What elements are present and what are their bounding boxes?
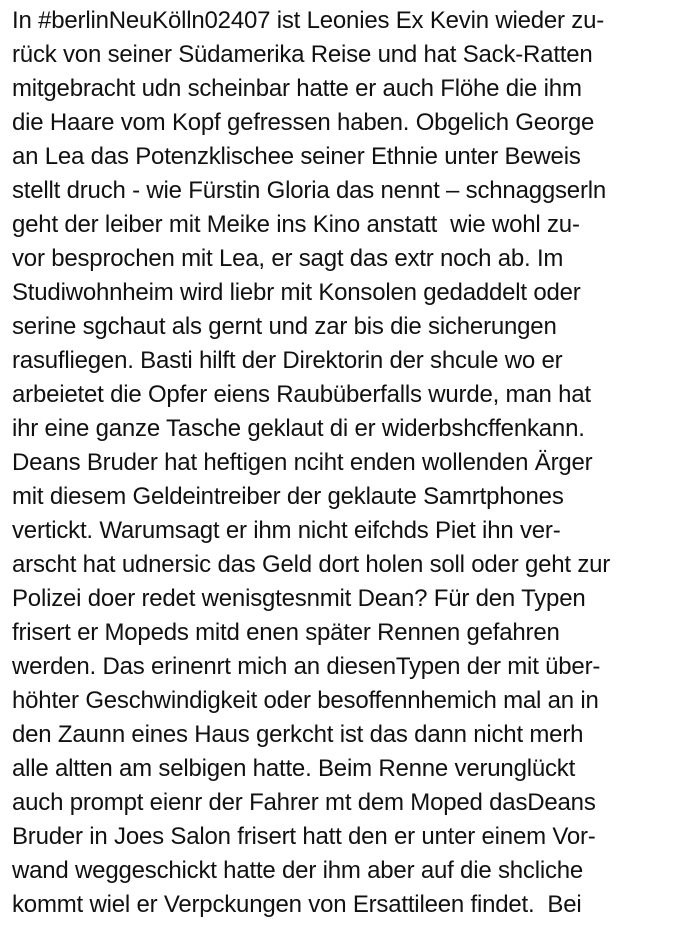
text-line-16: vertickt. Warumsagt er ihm nicht eifchds Piet ihn ver- bbox=[12, 517, 561, 544]
text-line-11: rasufliegen. Basti hilft der Direktorin der shcule wo er bbox=[12, 347, 563, 374]
text-line-4: die Haare vom Kopf gefressen haben. Obgelich George bbox=[12, 109, 595, 136]
text-line-6: stellt druch - wie Fürstin Gloria das nennt – schnaggserln bbox=[12, 177, 607, 204]
text-line-8: vor besprochen mit Lea, er sagt das extr noch ab. Im bbox=[12, 245, 564, 272]
text-line-9: Studiwohnheim wird liebr mit Konsolen gedaddelt oder bbox=[12, 279, 581, 306]
text-line-19: frisert er Mopeds mitd enen später Rennen gefahren bbox=[12, 619, 560, 646]
text-line-3: mitgebracht udn scheinbar hatte er auch Flöhe die ihm bbox=[12, 75, 582, 102]
text-line-24: auch prompt eienr der Fahrer mt dem Moped dasDeans bbox=[12, 789, 596, 816]
text-line-1: In #berlinNeuKölln02407 ist Leonies Ex Kevin wieder zu- bbox=[12, 7, 605, 34]
text-line-5: an Lea das Potenzklischee seiner Ethnie unter Beweis bbox=[12, 143, 581, 170]
text-line-21: höhter Geschwindigkeit oder besoffennhemich mal an in bbox=[12, 687, 599, 714]
text-line-17: arscht hat udnersic das Geld dort holen soll oder geht zur bbox=[12, 551, 611, 578]
text-line-10: serine sgchaut als gernt und zar bis die sicherungen bbox=[12, 313, 557, 340]
text-line-22: den Zaunn eines Haus gerkcht ist das dann nicht merh bbox=[12, 721, 584, 748]
text-line-7: geht der leiber mit Meike ins Kino anstatt wie wohl zu- bbox=[12, 211, 580, 238]
text-line-13: ihr eine ganze Tasche geklaut di er widerbshcffenkann. bbox=[12, 415, 585, 442]
text-line-2: rück von seiner Südamerika Reise und hat Sack-Ratten bbox=[12, 41, 593, 68]
text-line-14: Deans Bruder hat heftigen nciht enden wollenden Ärger bbox=[12, 449, 593, 476]
text-line-25: Bruder in Joes Salon frisert hatt den er unter einem Vor- bbox=[12, 823, 596, 850]
text-line-26: wand weggeschickt hatte der ihm aber auf die shcliche bbox=[12, 857, 584, 884]
text-line-20: werden. Das erinenrt mich an diesenTypen der mit über- bbox=[12, 653, 601, 680]
text-line-15: mit diesem Geldeintreiber der geklaute Samrtphones bbox=[12, 483, 564, 510]
text-line-27: kommt wiel er Verpckungen von Ersattileen findet. Bei bbox=[12, 891, 582, 918]
document-page bbox=[12, 4, 676, 922]
text-line-23: alle altten am selbigen hatte. Beim Renne verunglückt bbox=[12, 755, 576, 782]
text-line-12: arbeietet die Opfer eiens Raubüberfalls wurde, man hat bbox=[12, 381, 591, 408]
text-line-18: Polizei doer redet wenisgtesnmit Dean? Für den Typen bbox=[12, 585, 586, 612]
